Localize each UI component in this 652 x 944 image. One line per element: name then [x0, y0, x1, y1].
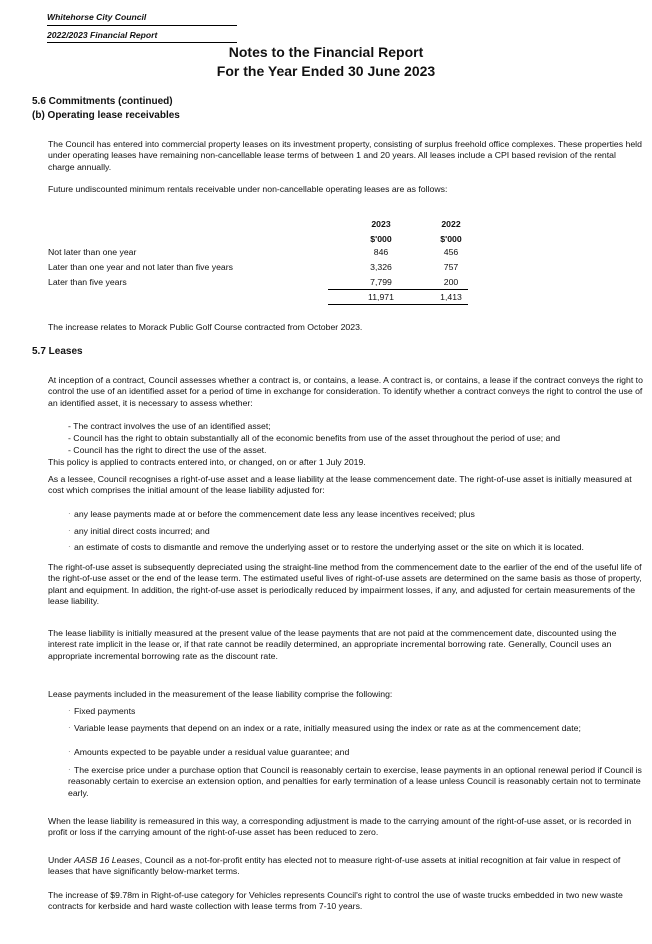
col-year-2022: 2022 — [441, 219, 461, 229]
total-rule-bottom — [328, 304, 468, 305]
table-total: 1,413 — [440, 292, 462, 302]
paragraph: The right-of-use asset is subsequently depreciated using the straight-line method from the commencement date to the earlier of the end of the useful life of the right-of-use asset or the end of the lease term. The estimated useful lives of right-of-use assets are determined on the same basis as those of property, plant and equipment. In addition, the right-of-use asset is periodically reduced by impairment losses, if any, and adjusted for certain measurements of the lease liability. — [48, 562, 642, 607]
paragraph: The Council has entered into commercial property leases on its investment property, consisting of surplus freehold office complexes. These properties held under operating leases have remaining non-cancellable lease terms of between 1 and 20 years. All leases include a CPI based revision of the rental charge annually. — [48, 139, 642, 172]
section-heading: 5.7 Leases — [32, 346, 83, 357]
section-heading: 5.6 Commitments (continued) — [32, 96, 173, 107]
paragraph: At inception of a contract, Council assesses whether a contract is, or contains, a lease. A contract is, or contains, a lease if the contract conveys the right to control the use of an identified asset for a period of time in exchange for consideration. To identify whether a contract conveys the right to control the use of an identified asset, it is necessary to assess whether: — [48, 375, 643, 408]
list-item: - The contract involves the use of an identified asset; — [68, 421, 271, 431]
bullet-icon: · — [68, 526, 71, 535]
bullet-icon: · — [68, 509, 71, 518]
paragraph: As a lessee, Council recognises a right-of-use asset and a lease liability at the lease commencement date. The right-of-use asset is initially measured at cost which comprises the initial amount of the lease liability adjusted for: — [48, 474, 632, 496]
header-divider — [47, 42, 237, 43]
list-item: The exercise price under a purchase option that Council is reasonably certain to exercise, lease payments in an optional renewal period if Council is reasonably certain to exercise an extension option, and penalties for early termination of a lease unless Council is reasonably certain not to terminate early. — [68, 765, 642, 798]
org-name: Whitehorse City Council — [47, 12, 147, 22]
table-total: 11,971 — [368, 292, 394, 302]
bullet-icon: · — [68, 723, 71, 732]
col-year-2023: 2023 — [371, 219, 391, 229]
table-cell: 3,326 — [370, 262, 392, 272]
table-cell: 7,799 — [370, 277, 392, 287]
paragraph: The lease liability is initially measured at the present value of the lease payments that are not paid at the commencement date, discounted using the interest rate implicit in the lease or, if that rate cannot be readily determined, an appropriate incremental borrowing rate. Generally, Council uses an appropriate incremental borrowing rate as the discount rate. — [48, 628, 617, 661]
table-cell: 757 — [443, 262, 459, 272]
paragraph-text: Under — [48, 855, 75, 865]
subsection-heading: (b) Operating lease receivables — [32, 110, 180, 121]
report-name: 2022/2023 Financial Report — [47, 30, 158, 40]
bullet-icon: · — [68, 765, 71, 774]
table-row-label: Later than five years — [48, 277, 127, 287]
list-item: - Council has the right to direct the use of the asset. — [68, 445, 267, 455]
table-cell: 846 — [373, 247, 389, 257]
header-divider — [47, 25, 237, 26]
bullet-icon: · — [68, 542, 71, 551]
page-subtitle: For the Year Ended 30 June 2023 — [216, 63, 436, 79]
page-title: Notes to the Financial Report — [228, 44, 424, 60]
list-item: Variable lease payments that depend on an index or a rate, initially measured using the index or rate as at the commencement date; — [74, 723, 581, 733]
list-item: an estimate of costs to dismantle and remove the underlying asset or to restore the underlying asset or the site on which it is located. — [74, 542, 584, 552]
paragraph: Lease payments included in the measurement of the lease liability comprise the following: — [48, 689, 393, 699]
list-item: Amounts expected to be payable under a residual value guarantee; and — [74, 747, 350, 757]
list-item: - Council has the right to obtain substantially all of the economic benefits from use of the asset throughout the period of use; and — [68, 433, 561, 443]
bullet-icon: · — [68, 747, 71, 756]
paragraph: This policy is applied to contracts entered into, or changed, on or after 1 July 2019. — [48, 457, 366, 467]
bullet-icon: · — [68, 706, 71, 715]
table-cell: 200 — [443, 277, 459, 287]
paragraph: The increase of $9.78m in Right-of-use category for Vehicles represents Council's right to control the use of waste trucks embedded in two new waste contracts for kerbside and hard waste collection with lease terms from 7-10 years. — [48, 890, 623, 912]
list-item: any initial direct costs incurred; and — [74, 526, 210, 536]
table-cell: 456 — [443, 247, 459, 257]
table-row-label: Later than one year and not later than five years — [48, 262, 233, 272]
paragraph — [48, 855, 644, 878]
paragraph: The increase relates to Morack Public Golf Course contracted from October 2023. — [48, 322, 363, 332]
total-rule-top — [328, 289, 468, 290]
standard-reference: AASB 16 Leases — [74, 855, 140, 865]
paragraph: Future undiscounted minimum rentals receivable under non-cancellable operating leases are as follows: — [48, 184, 448, 194]
table-row-label: Not later than one year — [48, 247, 137, 257]
paragraph: When the lease liability is remeasured in this way, a corresponding adjustment is made to the carrying amount of the right-of-use asset, or is recorded in profit or loss if the carrying amount of the right-of-use asset has been reduced to zero. — [48, 816, 632, 838]
list-item: any lease payments made at or before the commencement date less any lease incentives received; plus — [74, 509, 475, 519]
col-unit-2022: $'000 — [440, 234, 462, 244]
paragraph-text: , Council as a not-for-profit entity has elected not to measure right-of-use assets at initial recognition at fair value in respect of leases that have significantly below-market terms. — [48, 855, 621, 877]
list-item: Fixed payments — [74, 706, 136, 716]
col-unit-2023: $'000 — [370, 234, 392, 244]
